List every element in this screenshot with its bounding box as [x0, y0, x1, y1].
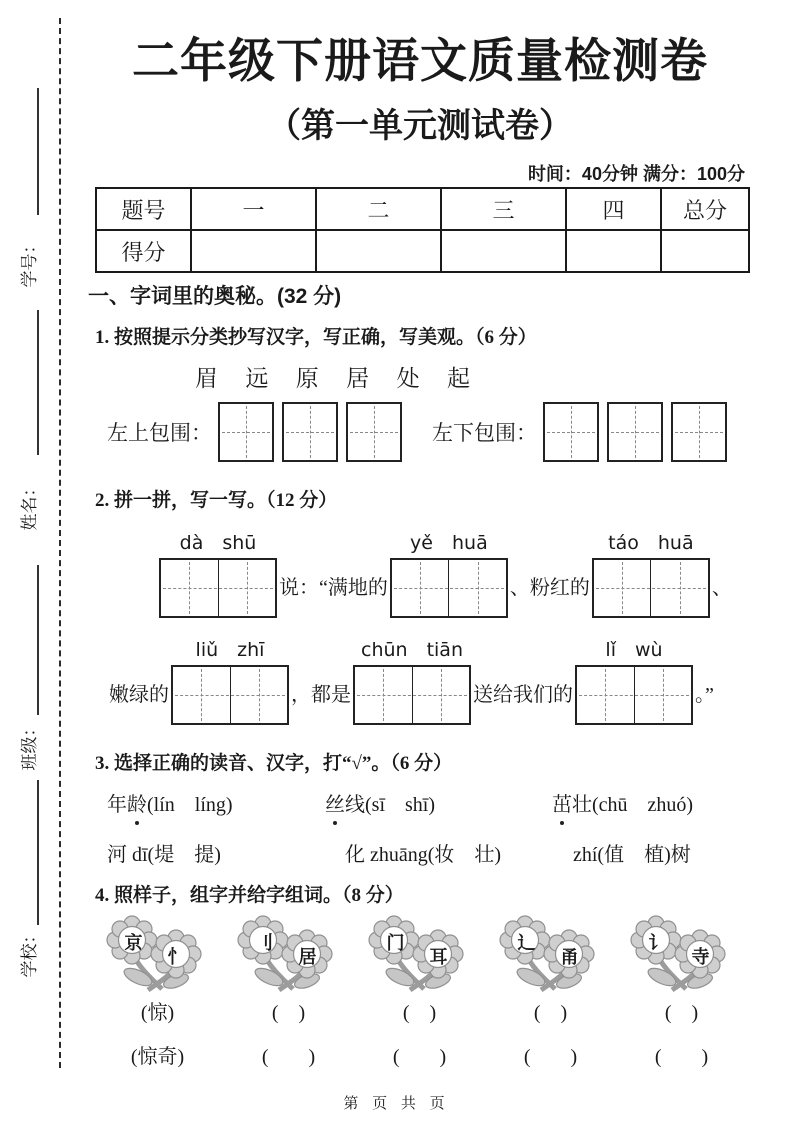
- score-table-cell: 三: [441, 188, 566, 230]
- score-table-score-row: [96, 230, 749, 272]
- flower-char: 寺: [691, 947, 710, 967]
- flower-icon: [104, 913, 212, 993]
- seal-dashed-line: [59, 18, 61, 1068]
- tianzige-box: [543, 402, 599, 462]
- q3-option-text: 化 zhuāng(妆 壮): [345, 844, 502, 866]
- flower-pair: [366, 913, 474, 993]
- pinyin-write-group: [159, 528, 277, 618]
- flower-icon: [628, 913, 736, 993]
- paren-answer: (惊): [140, 1002, 175, 1024]
- hanzi-character: 居: [346, 366, 370, 391]
- q2-line-1: [95, 528, 775, 618]
- q2-sentence-text: 嫩绿的: [109, 684, 169, 706]
- score-table-header-row: [96, 188, 749, 230]
- score-cell-empty: [566, 230, 661, 272]
- flower-icon: [235, 913, 343, 993]
- q3-option-row-1: [95, 788, 775, 818]
- pinyin-write-group: [171, 635, 289, 725]
- pinyin-writebox: [390, 558, 508, 618]
- flower-pair: [497, 913, 605, 993]
- hanzi-character: 眉: [195, 366, 218, 391]
- sidebar-writing-line: [37, 88, 39, 215]
- paren-blank: ( ): [664, 1002, 699, 1024]
- score-table-cell: 二: [316, 188, 441, 230]
- paren-blank: ( ): [261, 1046, 316, 1068]
- q1-character-row: [195, 360, 470, 393]
- score-table-cell: 题号: [96, 188, 191, 230]
- pinyin-label: chūn tiān: [361, 639, 463, 661]
- score-cell-empty: [441, 230, 566, 272]
- flower-char: 刂: [255, 933, 274, 953]
- pinyin-write-group: [353, 635, 471, 725]
- hanzi-character: 起: [446, 366, 470, 391]
- sidebar-field-name: 姓名：: [20, 479, 39, 531]
- tianzige-box: [346, 402, 402, 462]
- sidebar-field-class: 班级：: [20, 719, 39, 771]
- hanzi-character: 远: [245, 366, 269, 391]
- tianzige-box: [218, 402, 274, 462]
- pinyin-label: dà shū: [179, 532, 257, 554]
- score-cell-empty: [661, 230, 749, 272]
- q2-line-2: [95, 635, 775, 725]
- flower-char: 居: [298, 947, 317, 967]
- flower-icon: [497, 913, 605, 993]
- q3-option-text: 丝线(sī shī): [325, 788, 435, 817]
- pinyin-label: lǐ wù: [605, 639, 663, 661]
- q4-flower-row: [92, 913, 747, 993]
- pinyin-write-group: [390, 528, 508, 618]
- q1-group-a-boxes: [218, 402, 402, 462]
- dotted-character: 茁: [552, 788, 572, 817]
- q1-group-a-label: 左上包围：: [107, 421, 212, 445]
- flower-pair: [628, 913, 736, 993]
- score-table-cell: 得分: [96, 230, 191, 272]
- flower-pair: [235, 913, 343, 993]
- pinyin-label: yě huā: [410, 532, 488, 554]
- paren-blank: ( ): [271, 1002, 306, 1024]
- page-footer: 第 页 共 页: [343, 1096, 450, 1112]
- dotted-character: 丝: [325, 788, 345, 817]
- score-table-cell: 总分: [661, 188, 749, 230]
- q2-sentence-text: 。”: [695, 684, 714, 706]
- flower-char: 耳: [429, 947, 448, 967]
- q3-option-text: 河 dī(堤 提): [107, 844, 221, 866]
- flower-char: 忄: [167, 947, 186, 967]
- q1-answer-row: [95, 400, 745, 464]
- exam-subtitle: （第一单元测试卷）: [267, 107, 573, 145]
- flower-icon: [366, 913, 474, 993]
- sidebar-writing-line: [37, 565, 39, 715]
- tianzige-box: [607, 402, 663, 462]
- flower-pair: [104, 913, 212, 993]
- flower-char: 讠: [648, 933, 667, 953]
- q2-sentence-text: ，都是: [291, 684, 351, 706]
- paren-blank: ( ): [392, 1046, 447, 1068]
- q2-sentence-text: 、: [711, 577, 732, 599]
- tianzige-box: [282, 402, 338, 462]
- section-1-heading: 一、字词里的奥秘。(32 分): [88, 285, 342, 308]
- question-2-title: 2. 拼一拼，写一写。（12 分）: [95, 490, 338, 511]
- pinyin-writebox: [171, 665, 289, 725]
- paren-answer: (惊奇): [130, 1046, 185, 1068]
- flower-char: 京: [124, 933, 143, 953]
- pinyin-write-group: [575, 635, 693, 725]
- paren-blank: ( ): [523, 1046, 578, 1068]
- question-3-title: 3. 选择正确的读音、汉字，打“√”。（6 分）: [95, 753, 453, 774]
- score-table-cell: 一: [191, 188, 316, 230]
- flower-char: 甬: [560, 947, 579, 967]
- score-table-cell: 四: [566, 188, 661, 230]
- question-1-title: 1. 按照提示分类抄写汉字，写正确，写美观。（6 分）: [95, 327, 537, 348]
- flower-char: 辶: [517, 933, 536, 953]
- sidebar-field-student-id: 学号：: [20, 236, 39, 288]
- paren-blank: ( ): [533, 1002, 568, 1024]
- q1-group-b-label: 左下包围：: [432, 421, 537, 445]
- pinyin-write-group: [592, 528, 710, 618]
- q4-word-row-2: [92, 1040, 747, 1069]
- q3-option-row-2: [95, 838, 775, 868]
- hanzi-character: 处: [396, 366, 420, 391]
- score-cell-empty: [316, 230, 441, 272]
- q1-group-b-boxes: [543, 402, 727, 462]
- q3-option-text: zhí(值 植)树: [573, 844, 691, 866]
- exam-title: 二年级下册语文质量检测卷: [132, 34, 708, 87]
- q3-option-text: 年龄(lín líng): [107, 788, 233, 817]
- flower-char: 门: [386, 933, 405, 953]
- tianzige-box: [671, 402, 727, 462]
- pinyin-label: táo huā: [608, 532, 694, 554]
- q2-sentence-text: 送给我们的: [473, 684, 573, 706]
- question-4-title: 4. 照样子，组字并给字组词。（8 分）: [95, 885, 404, 906]
- q2-sentence-text: 说：“满地的: [279, 577, 388, 599]
- pinyin-writebox: [575, 665, 693, 725]
- score-table: [95, 187, 750, 273]
- pinyin-label: liǔ zhī: [195, 639, 265, 661]
- pinyin-writebox: [159, 558, 277, 618]
- hanzi-character: 原: [295, 366, 319, 391]
- score-cell-empty: [191, 230, 316, 272]
- q4-word-row-1: [92, 996, 747, 1025]
- paren-blank: ( ): [654, 1046, 709, 1068]
- pinyin-writebox: [353, 665, 471, 725]
- pinyin-writebox: [592, 558, 710, 618]
- sidebar-writing-line: [37, 310, 39, 455]
- paren-blank: ( ): [402, 1002, 437, 1024]
- time-score-info: 时间：40分钟 满分：100分: [527, 164, 745, 184]
- sidebar-field-school: 学校：: [20, 926, 39, 978]
- q2-sentence-text: 、粉红的: [509, 577, 590, 599]
- q3-option-text: 茁壮(chū zhuó): [552, 788, 693, 817]
- dotted-character: 龄: [127, 788, 147, 817]
